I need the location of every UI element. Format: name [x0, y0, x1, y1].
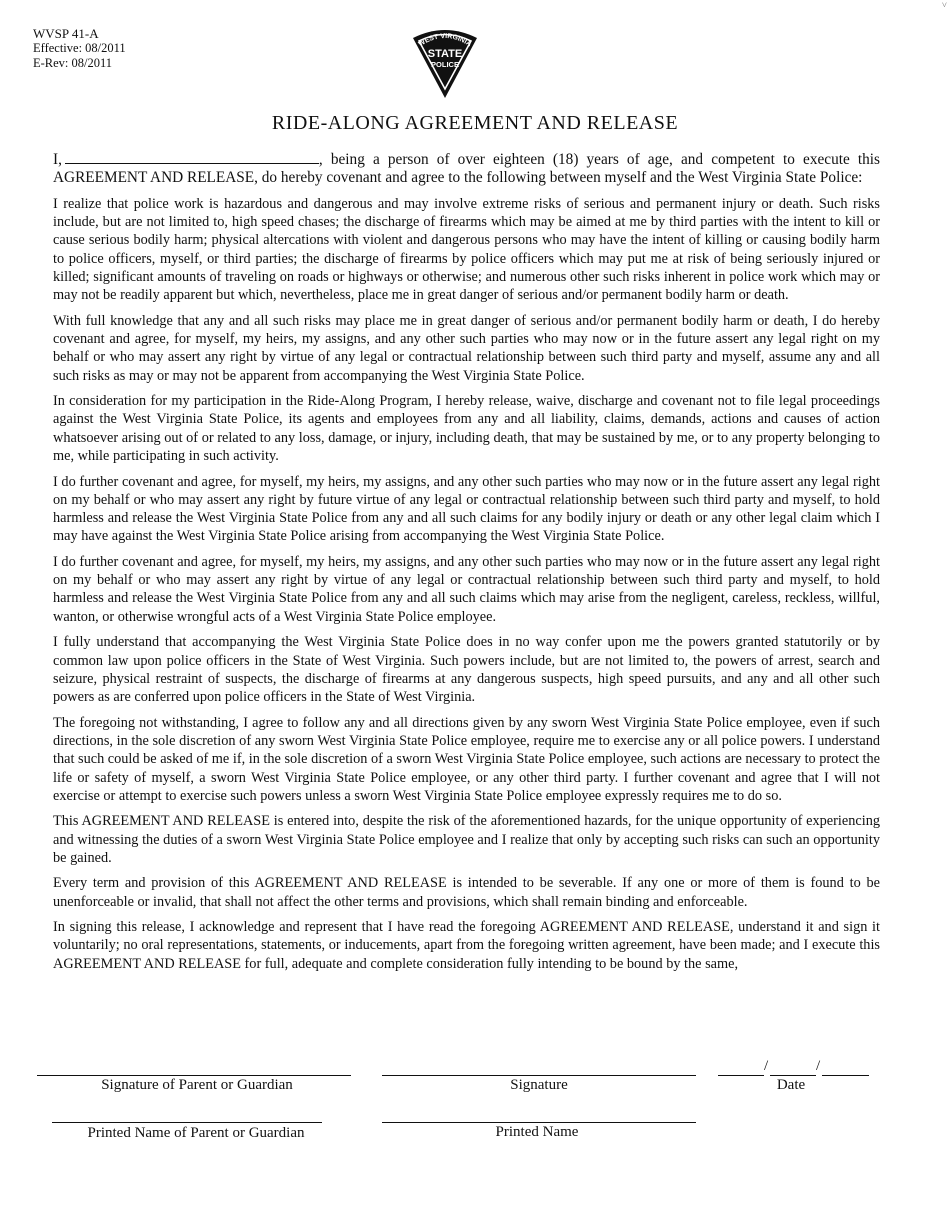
paragraph-risks: I realize that police work is hazardous and dangerous and may involve extreme risks of serious and permanent injury or death. Such risks include, but are not limited to, high speed chases; the discharge of firearms which may be aimed at me by third parties with the intent to kill or cause serious bodily harm; physical altercations with violent and dangerous persons who may have the intent of killing or causing bodily harm to police officers, myself, or third parties; the discharge of firearms by police officers which may put me at risk of being seriously injured or killed; significant amounts of traveling on roads or highways or otherwise; and numerous other such risks inherent in police work which may or may not be readily apparent but which, nevertheless, place me in great danger of serious and/or permanent bodily harm or death.: [53, 195, 880, 304]
paragraph-opportunity: This AGREEMENT AND RELEASE is entered into, despite the risk of the aforementioned hazards, for the unique opportunity of experiencing and witnessing the duties of a sworn West Virginia State Police employee and I realize that only by accepting such risks can such an opportunity be gained.: [53, 813, 880, 866]
printed-name-line[interactable]: [382, 1122, 696, 1123]
parent-printed-name-line[interactable]: [52, 1122, 322, 1123]
corner-mark: ˅: [941, 0, 947, 10]
paragraph-hold-harmless-negligence: I do further covenant and agree, for myself, my heirs, my assigns, and any other such parties who may now or in the future assert any legal right on my behalf or who may assert any right by virtue of any legal or contractual relationship between such third party and myself, to hold harmless and release the West Virginia State Police from any and all such claims which may arise from the negligent, careless, reckless, willful, wanton, or otherwise wrongful acts of a West Virginia State Police employee.: [53, 553, 880, 625]
date-slash-1: /: [764, 1058, 769, 1074]
seal-line2: POLICE: [431, 60, 459, 69]
paragraph-severability: Every term and provision of this AGREEMENT AND RELEASE is intended to be severable. If any one or more of them is found to be unenforceable or invalid, that shall not affect the other terms and provisions, which shall remain binding and enforceable.: [53, 875, 880, 910]
date-day-line[interactable]: [770, 1075, 816, 1076]
revision-date: E-Rev: 08/2011: [33, 56, 113, 70]
paragraph-hold-harmless-injury: I do further covenant and agree, for myself, my heirs, my assigns, and any other such parties who may now or in the future assert any legal right on my behalf or who may assert any right by future virtue of any legal or contractual relationship between such third party and myself, to hold harmless and release the West Virginia State Police from any and all such claims for any bodily injury or death or any other legal claim which I may have against the West Virginia State Police arising from accompanying the West Virginia State Police.: [53, 473, 880, 545]
document-title: RIDE-ALONG AGREEMENT AND RELEASE: [271, 112, 679, 134]
intro-paragraph: [53, 151, 880, 188]
parent-printed-name-label: Printed Name of Parent or Guardian: [87, 1125, 305, 1141]
seal-line1: STATE: [427, 48, 463, 60]
date-field[interactable]: [718, 1058, 869, 1075]
effective-date: Effective: 08/2011: [33, 41, 126, 55]
form-meta: [33, 26, 126, 71]
paragraph-assumption: With full knowledge that any and all such risks may place me in great danger of serious and/or permanent bodily harm or death, I do hereby covenant and agree, for myself, my heirs, my assigns, and any other such parties who may now or in the future assert any legal right on my behalf or who may assert any right by virtue of any legal or contractual relationship between such third party and myself, assume any and all such risks as may or may not be apparent from accompanying the West Virginia State Police.: [53, 312, 880, 384]
paragraph-release: In consideration for my participation in the Ride-Along Program, I hereby release, waive, discharge and covenant not to file legal proceedings against the West Virginia State Police, its agents and employees from any and all liability, claims, demands, actions and causes of action whatsoever arising out of or related to any loss, damage, or injury, including death, that may be sustained by me, or to any property belonging to me, while participating in such activity.: [53, 393, 880, 465]
state-police-seal: [407, 27, 483, 99]
printed-name-label: Printed Name: [495, 1124, 579, 1140]
form-id: WVSP 41-A: [33, 26, 99, 41]
seal-top-text: WEST VIRGINIA: [417, 32, 473, 49]
date-year-line[interactable]: [822, 1075, 869, 1076]
parent-signature-line[interactable]: [37, 1075, 351, 1076]
intro-text: , being a person of over eighteen (18) years of age, and competent to execute this AGREEMENT AND RELEASE, do hereby covenant and agree to the following between myself and the West Virginia State Police:: [53, 151, 880, 187]
paragraph-directions: The foregoing not withstanding, I agree to follow any and all directions given by any sworn West Virginia State Police employee, even if such directions, in the sole discretion of any sworn West Virginia State Police employee, require me to exercise any or all police powers. I understand that such could be asked of me if, in the sole discretion of a sworn West Virginia State Police employee, such actions are necessary to protect the life or safety of myself, a sworn West Virginia State Police employee, or any other third party. I further covenant and agree that I will not exercise or attempt to exercise such powers unless a sworn West Virginia State Police employee expressly requires me to do so.: [53, 714, 880, 804]
paragraph-no-powers: I fully understand that accompanying the West Virginia State Police does in no way confer upon me the powers granted statutorily or by common law upon police officers in the State of West Virginia. Such powers include, but are not limited to, the powers of arrest, search and seizure, physical restraint of suspects, the discharge of firearms at any dangerous suspects, high speed pursuits, and any and all other such powers as are conferred upon police officers in the State of West Virginia.: [53, 634, 880, 706]
seal-emblem-icon: [407, 27, 483, 99]
date-label: Date: [776, 1077, 806, 1093]
participant-name-blank[interactable]: [65, 151, 319, 164]
date-month-line[interactable]: [718, 1075, 764, 1076]
signature-label: Signature: [510, 1077, 568, 1093]
signature-line[interactable]: [382, 1075, 696, 1076]
parent-signature-label: Signature of Parent or Guardian: [101, 1077, 293, 1093]
agreement-body: [53, 151, 880, 980]
paragraph-acknowledgment: In signing this release, I acknowledge and represent that I have read the foregoing AGREEMENT AND RELEASE, understand it and sign it voluntarily; no oral representations, statements, or inducements, apart from the foregoing written agreement, have been made; and I execute this AGREEMENT AND RELEASE for full, adequate and complete consideration fully intending to be bound by the same,: [53, 919, 880, 972]
intro-prefix: I,: [53, 151, 62, 168]
date-slash-2: /: [816, 1058, 821, 1074]
